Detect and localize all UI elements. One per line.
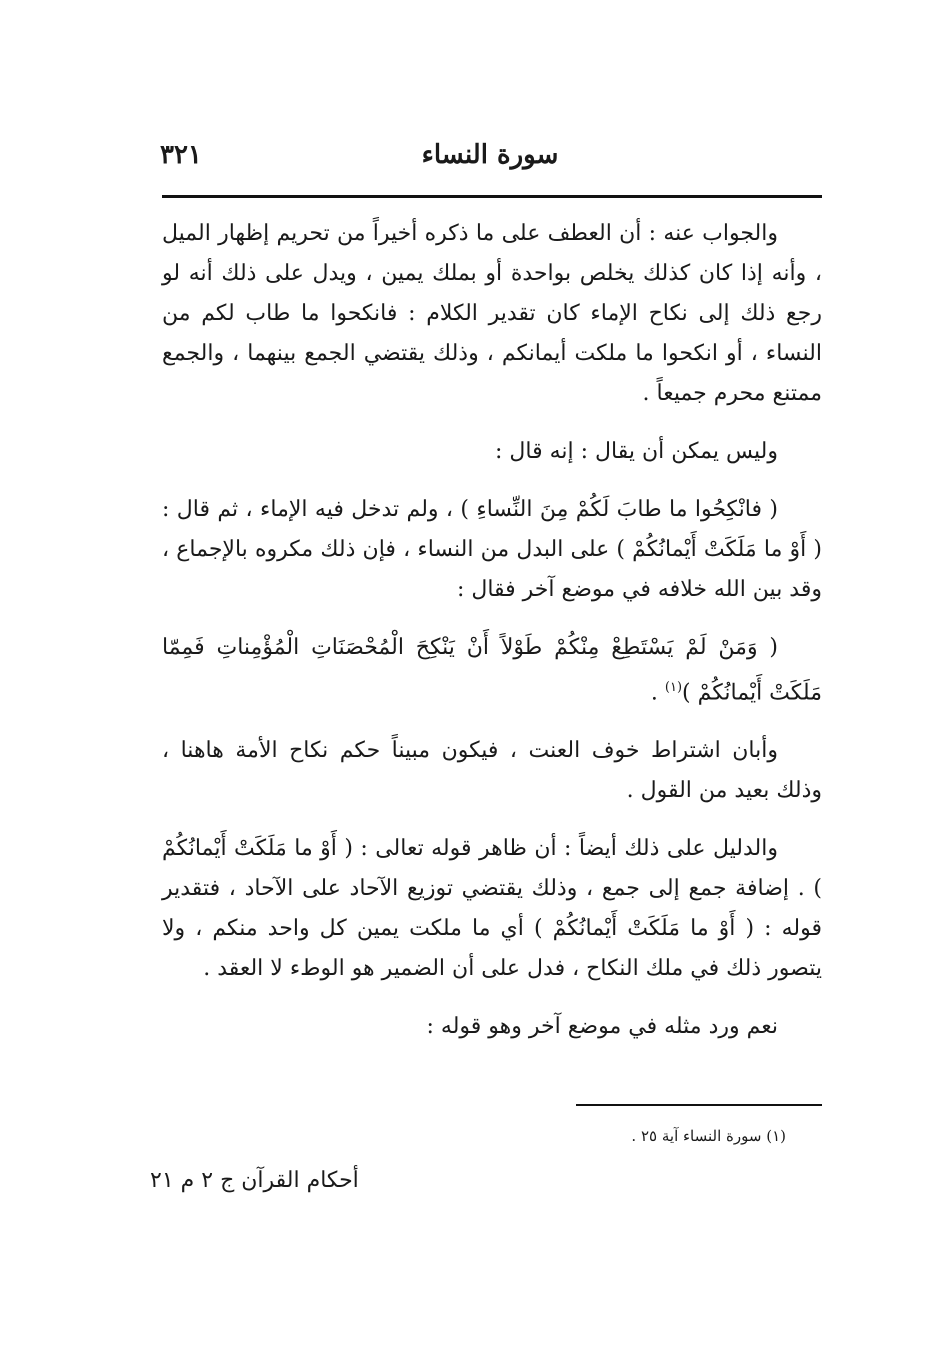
verse-text: ( وَمَنْ لَمْ يَسْتَطِعْ مِنْكُمْ طَوْلاً أَنْ يَنْكِحَ الْمُحْصَنَاتِ الْمُؤْمِناتِ فَمِمّا مَلَكَتْ أَيْمانُكُمْ ) [162, 635, 822, 706]
main-text [162, 214, 822, 1065]
verse-paragraph [162, 628, 822, 713]
paragraph: وأبان اشتراط خوف العنت ، فيكون مبيناً حكم نكاح الأمة هاهنا ، وذلك بعيد من القول . [162, 738, 822, 804]
page-number: ٣٢١ [160, 140, 202, 170]
verse-end: . [650, 680, 665, 706]
footnote-divider [576, 1104, 822, 1106]
paragraph: والدليل على ذلك أيضاً : أن ظاهر قوله تعالى : ( أَوْ ما مَلَكَتْ أَيْمانُكُمْ ) . إضافة جمع إلى جمع ، وذلك يقتضي توزيع الآحاد على الآحاد ، فتقدير قوله : ( أَوْ ما مَلَكَتْ أَيْمانُكُمْ ) أي ما ملكت يمين كل واحد منكم ، ولا يتصور ذلك في ملك النكاح ، فدل على أن الضمير هو الوطء لا العقد . [162, 836, 822, 982]
page-header [160, 140, 820, 184]
paragraph: نعم ورد مثله في موضع آخر وهو قوله : [426, 1014, 778, 1040]
header-divider [162, 195, 822, 198]
paragraph: والجواب عنه : أن العطف على ما ذكره أخيراً من تحريم إظهار الميل ، وأنه إذا كان كذلك يخلص بواحدة أو بملك يمين ، ويدل على ذلك أنه لو رجع ذلك إلى نكاح الإماء كان تقدير الكلام : فانكحوا ما طاب لكم من النساء ، أو انكحوا ما ملكت أيمانكم ، وذلك يقتضي الجمع بينهما ، والجمع ممتنع محرم جميعاً . [162, 221, 822, 406]
page-title: سورة النساء [421, 140, 559, 170]
book-signature: أحكام القرآن ج ٢ م ٢١ [150, 1168, 359, 1193]
footnote: (١) سورة النساء آية ٢٥ . [631, 1127, 786, 1145]
footnote-marker: (١) [664, 680, 683, 695]
paragraph: وليس يمكن أن يقال : إنه قال : [495, 439, 778, 464]
paragraph: ( فانْكِحُوا ما طابَ لَكُمْ مِنَ النِّساءِ ) ، ولم تدخل فيه الإماء ، ثم قال : ( أَوْ ما مَلَكَتْ أَيْمانُكُمْ ) على البدل من النساء ، فإن ذلك مكروه بالإجماع ، وقد بين الله خلافه في موضع آخر فقال : [162, 497, 822, 602]
